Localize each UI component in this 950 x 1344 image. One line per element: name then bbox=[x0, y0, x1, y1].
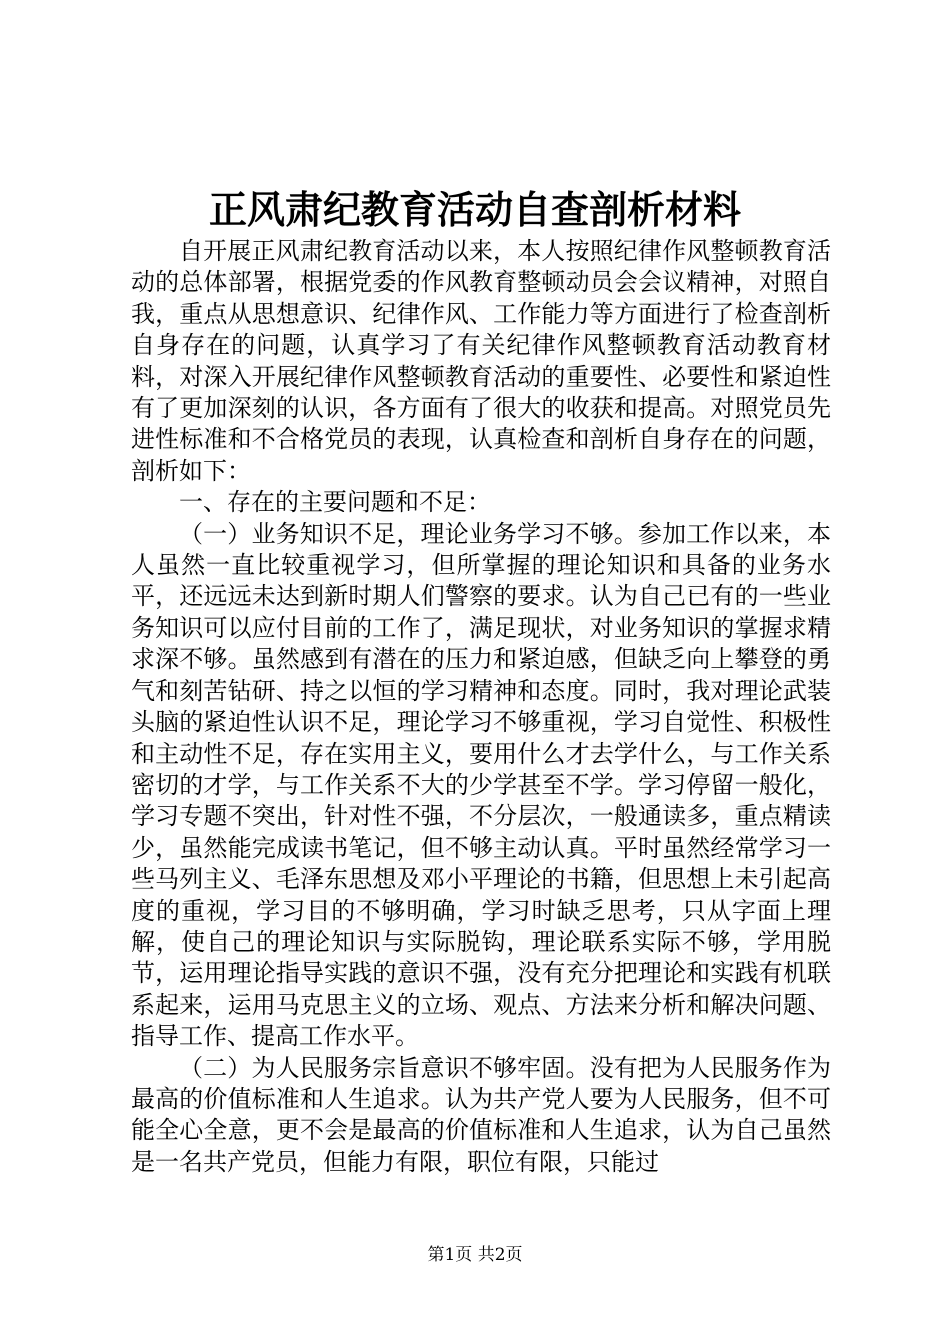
document-title: 正风肃纪教育活动自查剖析材料 bbox=[208, 187, 741, 232]
paragraph-issue-2: （二）为人民服务宗旨意识不够牢固。没有把为人民服务作为最高的价值标准和人生追求。认为共产党人要为人民服务，但不可能全心全意，更不会是最高的价值标准和人生追求，认为自己虽然是一名共产党员，但能力有限，职位有限，只能过 bbox=[131, 1053, 831, 1176]
document-body bbox=[131, 236, 831, 1178]
section-heading: 一、存在的主要问题和不足： bbox=[179, 488, 491, 517]
page-footer: 第1页 共2页 bbox=[427, 1245, 523, 1265]
paragraph-intro: 自开展正风肃纪教育活动以来，本人按照纪律作风整顿教育活动的总体部署，根据党委的作风教育整顿动员会会议精神，对照自我，重点从思想意识、纪律作风、工作能力等方面进行了检查剖析自身存在的问题，认真学习了有关纪律作风整顿教育活动教育材料，对深入开展纪律作风整顿教育活动的重要性、必要性和紧迫性有了更加深刻的认识，各方面有了很大的收获和提高。对照党员先进性标准和不合格党员的表现，认真检查和剖析自身存在的问题，剖析如下： bbox=[131, 237, 831, 485]
paragraph-issue-1: （一）业务知识不足，理论业务学习不够。参加工作以来，本人虽然一直比较重视学习，但所掌握的理论知识和具备的业务水平，还远远未达到新时期人们警察的要求。认为自己已有的一些业务知识可以应付目前的工作了，满足现状，对业务知识的掌握求精求深不够。虽然感到有潜在的压力和紧迫感，但缺乏向上攀登的勇气和刻苦钻研、持之以恒的学习精神和态度。同时，我对理论武装头脑的紧迫性认识不足，理论学习不够重视，学习自觉性、积极性和主动性不足，存在实用主义，要用什么才去学什么，与工作关系密切的才学，与工作关系不大的少学甚至不学。学习停留一般化，学习专题不突出，针对性不强，不分层次，一般通读多，重点精读少，虽然能完成读书笔记，但不够主动认真。平时虽然经常学习一些马列主义、毛泽东思想及邓小平理论的书籍，但思想上未引起高度的重视，学习目的不够明确，学习时缺乏思考，只从字面上理解，使自己的理论知识与实际脱钩，理论联系实际不够，学用脱节，运用理论指导实践的意识不强，没有充分把理论和实践有机联系起来，运用马克思主义的立场、观点、方法来分析和解决问题、指导工作、提高工作水平。 bbox=[131, 519, 831, 1051]
